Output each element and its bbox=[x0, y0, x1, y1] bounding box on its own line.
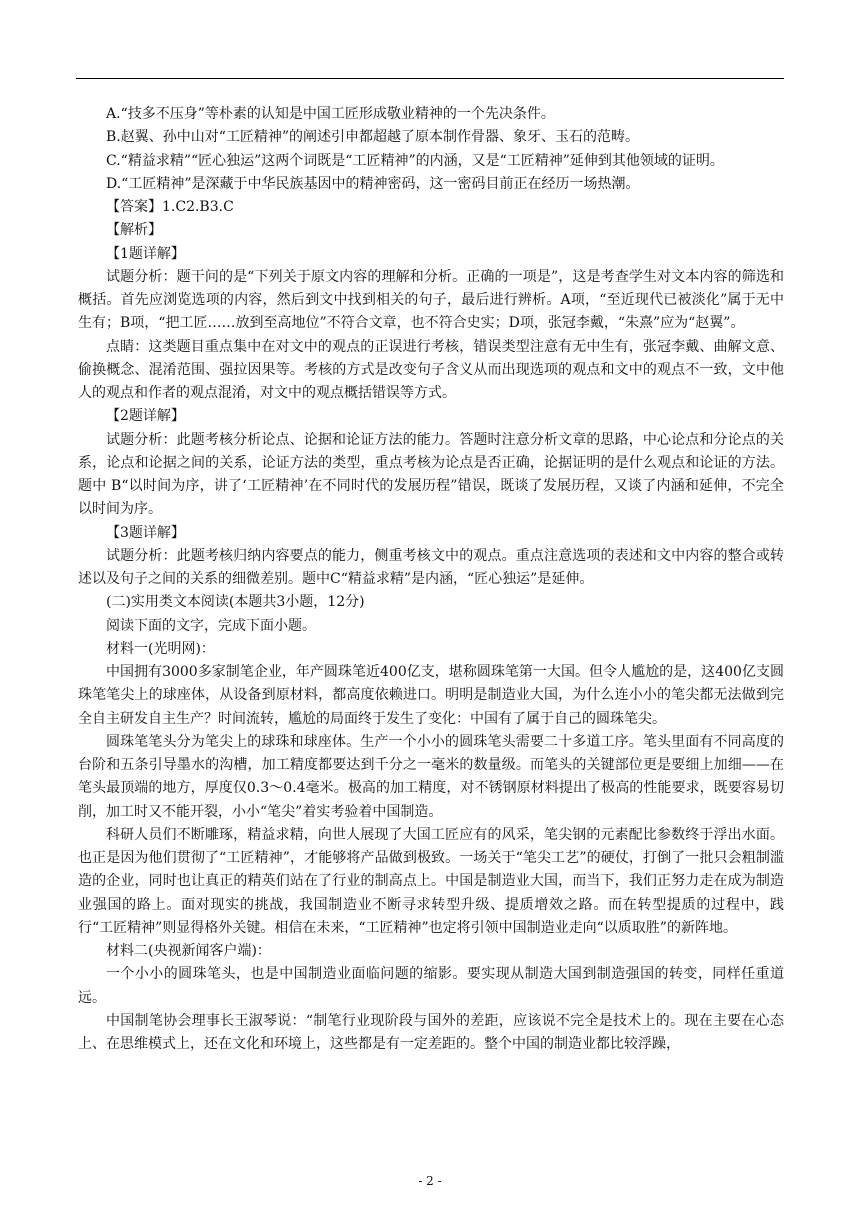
q1-tip: 点睛：这类题目重点集中在对文中的观点的正误进行考核，错误类型注意有无中生有，张冠李戴、曲解文意、偷换概念、混淆范围、强拉因果等。考核的方式是改变句子含义从而出现选项的观点和文中的观点不一致，文中他人的观点和作者的观点混淆，对文中的观点概括错误等方式。 bbox=[78, 338, 784, 401]
page-number: - 2 - bbox=[418, 1174, 442, 1188]
q1-heading: 【1题详解】 bbox=[106, 245, 185, 262]
document-body bbox=[78, 103, 784, 1056]
option-b: B.赵翼、孙中山对“工匠精神”的阐述引申都超越了原本制作骨器、象牙、玉石的范畴。 bbox=[106, 129, 640, 146]
section-title: (二)实用类文本阅读(本题共3小题，12分) bbox=[106, 594, 365, 611]
material-1-paragraph: 圆珠笔笔头分为笔尖上的球珠和球座体。生产一个小小的圆珠笔头需要二十多道工序。笔头里面有不同高度的台阶和五条引导墨水的沟槽，加工精度都要达到千分之一毫米的数量级。而笔头的关键部位更是要细上加细——在笔头最顶端的地方，厚度仅0.3～0.4毫米。极高的加工精度，对不锈钢原材料提出了极高的性能要求，既要容易切削，加工时又不能开裂，小小“笔尖”着实考验着中国制造。 bbox=[78, 733, 784, 820]
material-1-paragraph: 科研人员们不断雕琢，精益求精，向世人展现了大国工匠应有的风采，笔尖钢的元素配比参数终于浮出水面。也正是因为他们贯彻了“工匠精神”，才能够将产品做到极致。一场关于“笔尖工艺”的硬仗，打倒了一批只会粗制滥造的企业，同时也让真正的精英们站在了行业的制高点上。中国是制造业大国，而当下，我们正努力走在成为制造业强国的路上。面对现实的挑战，我国制造业不断寻求转型升级、提质增效之路。而在转型提质的过程中，践行“工匠精神”则显得格外关键。相信在未来，“工匠精神”也定将引领中国制造业走向“以质取胜”的新阵地。 bbox=[78, 826, 784, 936]
option-d: D.“工匠精神”是深藏于中华民族基因中的精神密码，这一密码目前正在经历一场热潮。 bbox=[106, 175, 640, 192]
q3-heading: 【3题详解】 bbox=[106, 524, 185, 541]
option-a: A.“技多不压身”等朴素的认知是中国工匠形成敬业精神的一个先决条件。 bbox=[106, 106, 555, 122]
material-2-paragraph: 中国制笔协会理事长王淑琴说：“制笔行业现阶段与国外的差距，应该说不完全是技术上的。现在主要在心态上、在思维模式上，还在文化和环境上，这些都是有一定差距的。整个中国的制造业都比较浮躁， bbox=[78, 1012, 784, 1052]
q1-analysis: 试题分析：题干问的是“下列关于原文内容的理解和分析。正确的一项是”，这是考查学生对文本内容的筛选和概括。首先应浏览选项的内容，然后到文中找到相关的句子，最后进行辨析。A项，“至近现代已被淡化”属于无中生有；B项，“把工匠……放到至高地位”不符合文章，也不符合史实；D项，张冠李戴，“朱熹”应为“赵翼”。 bbox=[78, 268, 784, 332]
header-rule bbox=[76, 78, 784, 79]
analysis-heading: 【解析】 bbox=[106, 222, 162, 239]
material-1-source: 材料一(光明网)： bbox=[106, 640, 215, 657]
material-2-paragraph: 一个小小的圆珠笔头，也是中国制造业面临问题的缩影。要实现从制造大国到制造强国的转变，同样任重道远。 bbox=[78, 966, 784, 1006]
q3-analysis: 试题分析：此题考核归纳内容要点的能力，侧重考核文中的观点。重点注意选项的表述和文中内容的整合或转述以及句子之间的关系的细微差别。题中C“精益求精”是内涵，“匠心独运”是延伸。 bbox=[78, 547, 784, 587]
q2-heading: 【2题详解】 bbox=[106, 408, 185, 425]
option-c: C.“精益求精”“匠心独运”这两个词既是“工匠精神”的内涵，又是“工匠精神”延伸到其他领域的证明。 bbox=[106, 152, 724, 169]
material-1-paragraph: 中国拥有3000多家制笔企业，年产圆珠笔近400亿支，堪称圆珠笔第一大国。但令人尴尬的是，这400亿支圆珠笔笔尖上的球座体，从设备到原材料，都高度依赖进口。明明是制造业大国，为什么连小小的笔尖都无法做到完全自主研发自主生产？时间流转，尴尬的局面终于发生了变化：中国有了属于自己的圆珠笔尖。 bbox=[78, 664, 784, 727]
q2-analysis: 试题分析：此题考核分析论点、论据和论证方法的能力。答题时注意分析文章的思路，中心论点和分论点的关系，论点和论据之间的关系，论证方法的类型，重点考核为论点是否正确，论据证明的是什么观点和论证的方法。题中 B“以时间为序，讲了‘工匠精神’在不同时代的发展历程”错误，既谈了发展历程，又谈了内涵和延伸，不完全以时间为序。 bbox=[78, 431, 784, 518]
material-2-source: 材料二(央视新闻客户端)： bbox=[106, 943, 271, 959]
answer-line: 【答案】1.C2.B3.C bbox=[106, 199, 234, 215]
instruction: 阅读下面的文字，完成下面小题。 bbox=[106, 617, 316, 634]
